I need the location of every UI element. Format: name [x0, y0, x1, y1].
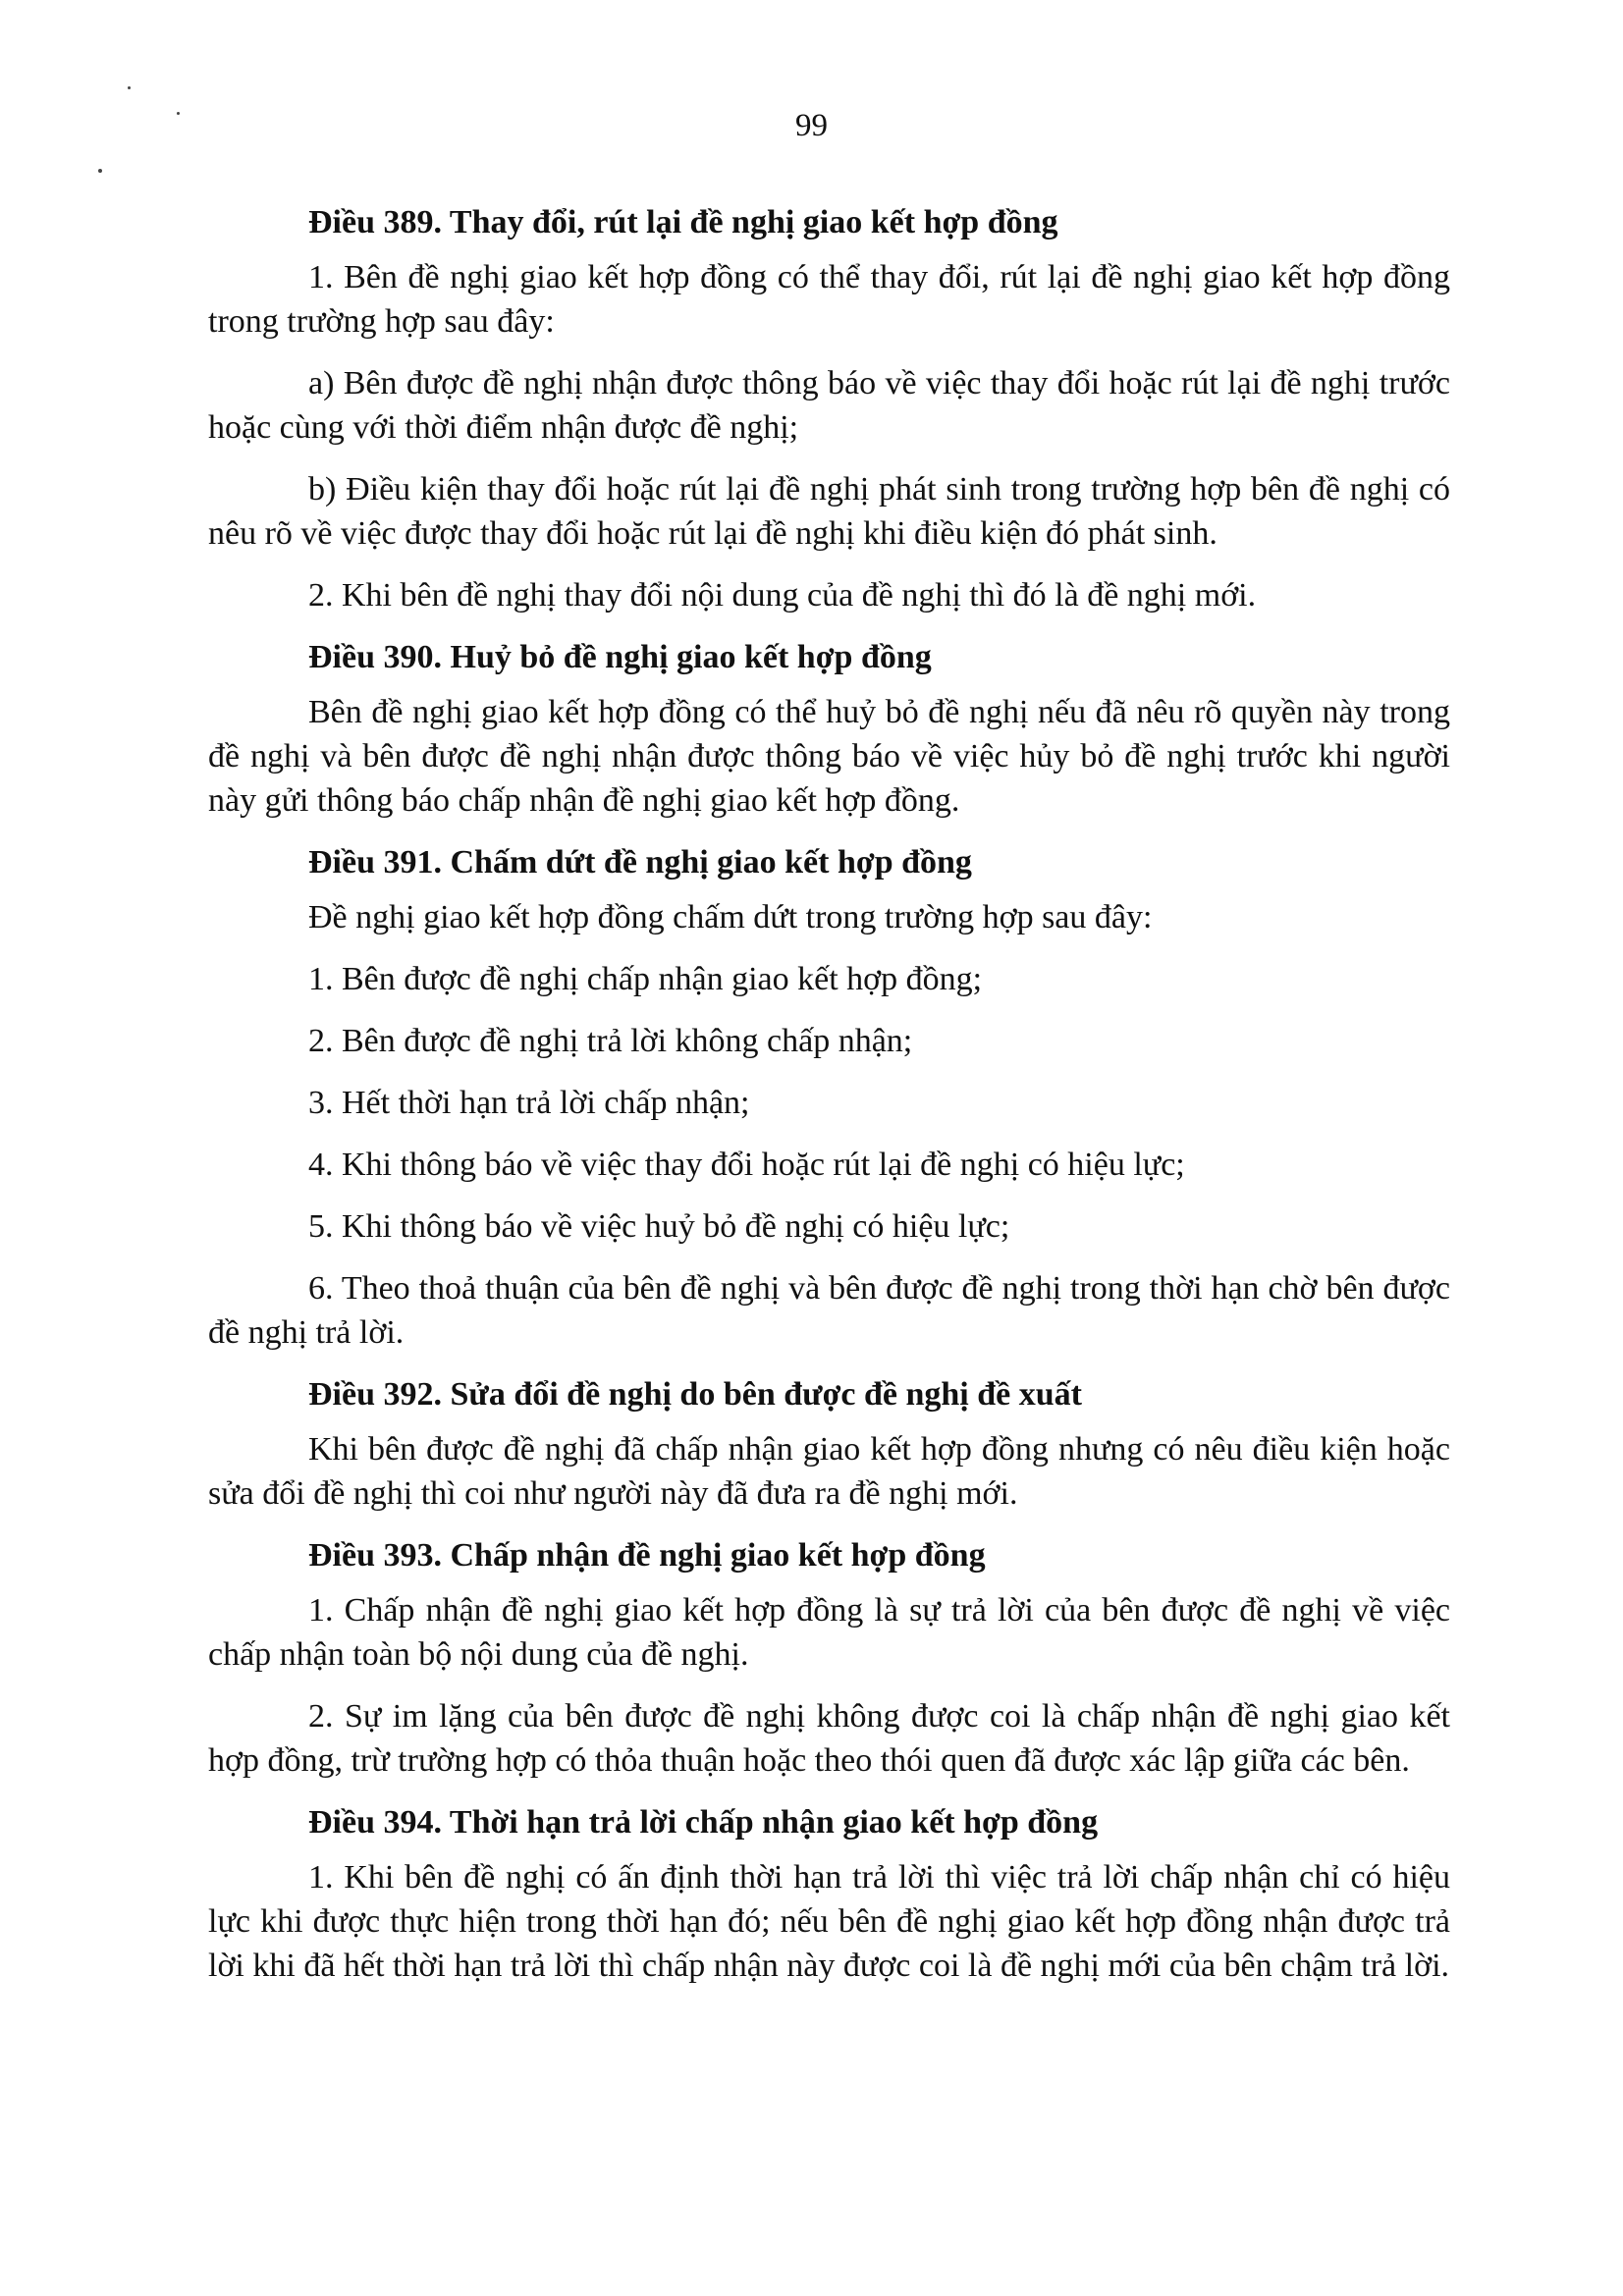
- article-391: [208, 840, 1450, 1355]
- article-paragraph: a) Bên được đề nghị nhận được thông báo về việc thay đổi hoặc rút lại đề nghị trước hoặc cùng với thời điểm nhận được đề nghị;: [208, 365, 1450, 446]
- document-body: [208, 200, 1450, 2005]
- scan-speck: [128, 86, 131, 89]
- article-paragraph: 1. Bên đề nghị giao kết hợp đồng có thể thay đổi, rút lại đề nghị giao kết hợp đồng trong trường hợp sau đây:: [208, 259, 1450, 340]
- article-heading: Điều 390. Huỷ bỏ đề nghị giao kết hợp đồng: [308, 639, 932, 675]
- article-paragraph: 5. Khi thông báo về việc huỷ bỏ đề nghị có hiệu lực;: [308, 1208, 1010, 1245]
- article-paragraph: Đề nghị giao kết hợp đồng chấm dứt trong trường hợp sau đây:: [308, 899, 1153, 935]
- scan-speck: [98, 169, 102, 173]
- article-paragraph: b) Điều kiện thay đổi hoặc rút lại đề nghị phát sinh trong trường hợp bên đề nghị có nêu rõ về việc được thay đổi hoặc rút lại đề nghị khi điều kiện đó phát sinh.: [208, 471, 1450, 552]
- page-number: 99: [795, 108, 828, 143]
- article-paragraph: 2. Bên được đề nghị trả lời không chấp nhận;: [308, 1023, 913, 1059]
- article-paragraph: Khi bên được đề nghị đã chấp nhận giao kết hợp đồng nhưng có nêu điều kiện hoặc sửa đổi đề nghị thì coi như người này đã đưa ra đề nghị mới.: [208, 1431, 1450, 1512]
- article-390: [208, 635, 1450, 823]
- article-heading: Điều 394. Thời hạn trả lời chấp nhận giao kết hợp đồng: [308, 1804, 1099, 1841]
- article-paragraph: 1. Khi bên đề nghị có ấn định thời hạn trả lời thì việc trả lời chấp nhận chỉ có hiệu lực khi được thực hiện trong thời hạn đó; nếu bên đề nghị giao kết hợp đồng nhận được trả lời khi đã hết thời hạn trả lời thì chấp nhận này được coi là đề nghị mới của bên chậm trả lời.: [208, 1859, 1450, 1984]
- article-heading: Điều 392. Sửa đổi đề nghị do bên được đề nghị đề xuất: [308, 1376, 1082, 1413]
- article-389: [208, 200, 1450, 617]
- article-393: [208, 1533, 1450, 1783]
- article-paragraph: 4. Khi thông báo về việc thay đổi hoặc rút lại đề nghị có hiệu lực;: [308, 1147, 1185, 1183]
- article-heading: Điều 391. Chấm dứt đề nghị giao kết hợp đồng: [308, 844, 972, 881]
- article-paragraph: 2. Khi bên đề nghị thay đổi nội dung của đề nghị thì đó là đề nghị mới.: [308, 577, 1257, 614]
- article-paragraph: 6. Theo thoả thuận của bên đề nghị và bên được đề nghị trong thời hạn chờ bên được đề nghị trả lời.: [208, 1270, 1450, 1351]
- article-paragraph: 1. Chấp nhận đề nghị giao kết hợp đồng là sự trả lời của bên được đề nghị về việc chấp nhận toàn bộ nội dung của đề nghị.: [208, 1592, 1450, 1673]
- article-paragraph: Bên đề nghị giao kết hợp đồng có thể huỷ bỏ đề nghị nếu đã nêu rõ quyền này trong đề nghị và bên được đề nghị nhận được thông báo về việc hủy bỏ đề nghị trước khi người này gửi thông báo chấp nhận đề nghị giao kết hợp đồng.: [208, 694, 1450, 819]
- article-heading: Điều 393. Chấp nhận đề nghị giao kết hợp đồng: [308, 1537, 986, 1574]
- article-394: [208, 1800, 1450, 1988]
- article-392: [208, 1372, 1450, 1516]
- article-heading: Điều 389. Thay đổi, rút lại đề nghị giao kết hợp đồng: [308, 204, 1058, 240]
- article-paragraph: 3. Hết thời hạn trả lời chấp nhận;: [308, 1085, 750, 1121]
- article-paragraph: 1. Bên được đề nghị chấp nhận giao kết hợp đồng;: [308, 961, 983, 997]
- article-paragraph: 2. Sự im lặng của bên được đề nghị không được coi là chấp nhận đề nghị giao kết hợp đồng, trừ trường hợp có thỏa thuận hoặc theo thói quen đã được xác lập giữa các bên.: [208, 1698, 1450, 1779]
